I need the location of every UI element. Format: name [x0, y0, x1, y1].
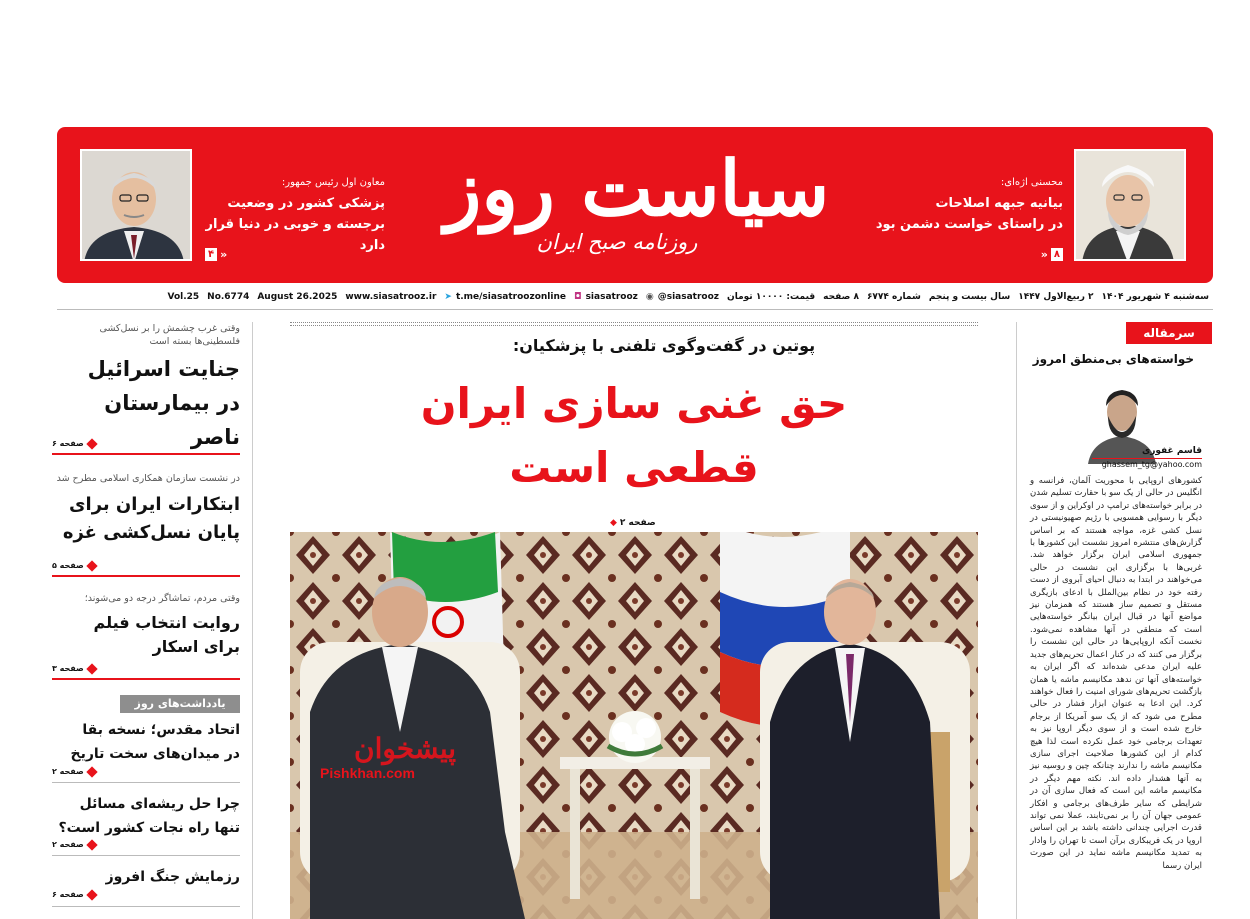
note-headline: تنها راه نجات کشور است؟: [58, 820, 240, 836]
section-divider: [52, 782, 240, 783]
story-headline: در بیمارستان ناصر: [104, 391, 240, 449]
instagram-icon: ◘: [574, 292, 582, 302]
watermark-logo: پیشخوان: [354, 732, 457, 765]
story-oscar-film[interactable]: [52, 592, 240, 659]
portrait-ejei: [1074, 149, 1186, 261]
volume-year: سال بیست و پنجم: [928, 292, 1011, 302]
masthead-right-story[interactable]: [833, 177, 1063, 235]
left-story-page-number: ۴: [205, 248, 217, 261]
whatsapp-icon: ◉: [645, 292, 654, 302]
left-story-headline-1: پزشکی کشور در وضعیت: [227, 196, 385, 211]
logo-wordmark: سیاست روز: [444, 144, 830, 233]
note-headline: رزمایش جنگ افروز: [105, 869, 240, 885]
note-holy-union[interactable]: [52, 718, 240, 766]
editorial-tag: سرمقاله: [1126, 322, 1212, 344]
page-count: ۸ صفحه: [823, 292, 859, 302]
website-link[interactable]: www.siasatrooz.ir: [345, 292, 437, 302]
right-story-kicker: محسنی اژه‌ای:: [1000, 177, 1063, 188]
author-rule: [1092, 458, 1202, 459]
date-persian: سه‌شنبه ۴ شهریور ۱۴۰۴: [1101, 292, 1209, 302]
page-ref[interactable]: صفحه ۵: [52, 561, 96, 570]
lead-page-label: صفحه ۲: [619, 518, 656, 528]
story-iran-initiatives[interactable]: [52, 472, 240, 547]
issue-number: شماره ۶۷۷۴: [866, 292, 921, 302]
story-headline: روایت انتخاب فیلم: [93, 613, 240, 632]
telegram-icon: ➤: [444, 292, 452, 302]
section-divider: [52, 855, 240, 856]
issue-number-english: No.6774: [207, 292, 250, 302]
right-story-page-number: ۸: [1051, 248, 1063, 261]
story-headline: برای اسکار: [152, 637, 240, 656]
note-headline: اتحاد مقدس؛ نسخه بقا: [82, 722, 240, 738]
story-kicker: وقتی مردم، تماشاگر درجه دو می‌شوند؛: [84, 593, 240, 604]
volume-english: Vol.25: [167, 292, 200, 302]
instagram-handle[interactable]: siasatrooz: [585, 292, 638, 302]
page-ref[interactable]: صفحه ۶: [52, 890, 96, 899]
page-ref[interactable]: صفحه ۶: [52, 439, 96, 448]
logo-tagline: روزنامه صبح ایران: [536, 230, 698, 254]
issue-info-bar: [167, 289, 1213, 305]
page-ref[interactable]: صفحه ۲: [52, 767, 96, 776]
lead-rule: [290, 322, 978, 326]
story-headline: پایان نسل‌کشی غزه: [62, 522, 240, 543]
page-arrow-icon: ◆: [610, 518, 617, 528]
notes-section-tag: یادداشت‌های روز: [120, 695, 240, 713]
note-root-solutions[interactable]: [52, 792, 240, 840]
masthead: [57, 127, 1213, 283]
story-headline: جنایت اسرائیل: [87, 357, 240, 381]
newspaper-logo: [437, 141, 837, 255]
left-news-column: [52, 322, 240, 919]
editorial-column: [1024, 322, 1212, 919]
masthead-left-story[interactable]: [205, 177, 385, 256]
author-email[interactable]: ghassem_tg@yahoo.com: [1101, 460, 1202, 469]
lead-story: [290, 322, 978, 919]
page-ref[interactable]: صفحه ۲: [52, 840, 96, 849]
pishkhan-watermark: [320, 732, 456, 781]
right-story-page[interactable]: [1041, 248, 1063, 261]
lead-kicker: پوتین در گفت‌وگوی تلفنی با پزشکیان:: [512, 336, 816, 355]
column-divider: [1016, 322, 1017, 919]
note-headline: چرا حل ریشه‌ای مسائل: [79, 796, 240, 812]
date-english: August 26.2025: [257, 292, 338, 302]
story-kicker: فلسطینی‌ها بسته است: [149, 336, 240, 347]
chevron-left-icon: «: [1040, 248, 1048, 261]
left-story-page[interactable]: [205, 248, 227, 261]
watermark-url: Pishkhan.com: [320, 765, 415, 781]
telegram-link[interactable]: t.me/siasatroozonline: [455, 292, 566, 302]
author-name: قاسم غفوری: [1141, 446, 1202, 456]
section-divider: [52, 906, 240, 907]
column-divider: [252, 322, 253, 919]
lead-page-ref[interactable]: [610, 518, 656, 528]
section-divider: [52, 453, 240, 455]
lead-headline-line-2: قطعی است: [509, 443, 759, 492]
section-divider: [52, 575, 240, 577]
editorial-body: کشورهای اروپایی با محوریت آلمان، فرانسه و انگلیس در حالی از یک سو با حقارت تسلیم شدن در برابر خواسته‌های ترامپ در اوکراین و از سوی دیگر با رسوایی همسویی با رژیم صهیونیستی در نسل کشی غزه، مواجه هستند که بر اساس گزارش‌های منتشره امروز نشست این کشورها با جمهوری اسلامی ایران برگزار خواهد شد. غربی‌ها با برگزاری این نشست در حالی می‌خواهند در ابتدا به دنبال احیای آبروی از دست رفته خود در نظام بین‌الملل با ادعای بازیگری مستقل و تصمیم ساز هستند که همزمان نیز مواضع آنها در قبال ایران بیانگر خواسته‌هایی است که منطقی در آنها مشاهده نمی‌شود. نخست آنکه اروپایی‌ها در حالی این نشست را برگزار می کنند که در کنار اعمال تحریم‌های جدید علیه ایران مدعی شده‌اند که اگر ایران به خواسته‌های آنها تن ندهد مکانیسم ماشه یا همان بازگشت تحریم‌های شورای امنیت را فعال خواهند کرد. این ادعا به عنوان ابزار فشار در حالی مطرح می شود که از یک سو آمریکا از برجام خارج شده است و از سوی دیگر اروپا نیز به تعهدات برجامی خود عمل نکرده است لذا هیچ کدام از این کشورها صلاحیت اجرای سازی مکانیسم ماشه را ندارند چنانکه چین و روسیه نیز به آنها هشدار داده اند. نکته مهم دیگر در مکانیسم ماشه این است که فعال سازی آن در شرایطی که سایر طرف‌های برجامی و افکار عمومی جهان آن را بر نمی‌تابند، عملا نمی تواند قدرت اجرایی چندانی داشته باشد بر این اساس اروپا در یک فریبکاری برآن است تا تهران را وادار به تمدید مکانیسم ماشه نماید در این صورت ایران رسما: [1030, 476, 1202, 871]
lead-headline[interactable]: [390, 372, 878, 500]
note-headline: در میدان‌های سخت تاریخ: [70, 746, 240, 762]
lead-headline-line-1: حق غنی سازی ایران: [420, 379, 848, 428]
chevron-left-icon: «: [220, 248, 228, 261]
editorial-headline[interactable]: خواسته‌های بی‌منطق امروز: [1032, 352, 1194, 366]
left-story-kicker: معاون اول رئیس جمهور:: [281, 177, 385, 188]
story-headline: ابتکارات ایران برای: [69, 494, 240, 515]
lead-photo: [290, 532, 978, 919]
portrait-aref: [80, 149, 192, 261]
price: قیمت: ۱۰۰۰۰ تومان: [727, 292, 816, 302]
right-story-headline-2: در راستای خواست دشمن بود: [875, 217, 1063, 232]
story-kicker: وقتی غرب چشمش را بر نسل‌کشی: [99, 323, 240, 334]
left-story-headline-2: برجسته و خوبی در دنیا قرار دارد: [205, 217, 385, 253]
section-divider: [52, 678, 240, 680]
date-hijri: ۲ ربیع‌الاول ۱۴۴۷: [1018, 292, 1094, 302]
story-israel-crime[interactable]: [52, 322, 240, 454]
note-war-drill[interactable]: [52, 865, 240, 889]
page-ref[interactable]: صفحه ۳: [52, 664, 96, 673]
right-story-headline-1: بیانیه جبهه اصلاحات: [935, 196, 1063, 211]
story-kicker: در نشست سازمان همکاری اسلامی مطرح شد: [56, 473, 240, 484]
social-handle[interactable]: @siasatrooz: [657, 292, 720, 302]
header-rule: [57, 309, 1213, 310]
